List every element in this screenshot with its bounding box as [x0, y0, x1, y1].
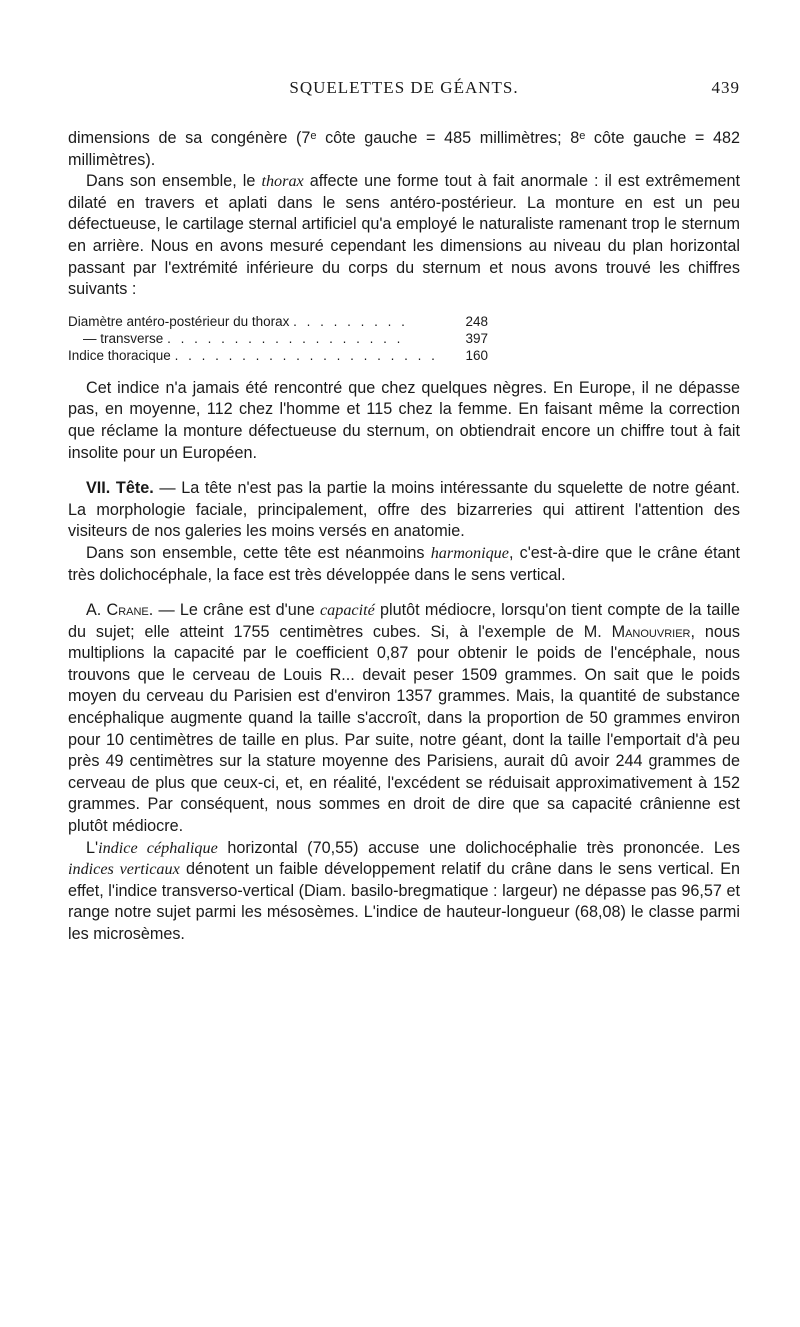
row-label: Indice thoracique [68, 347, 171, 363]
table-row: Diamètre antéro-postérieur du thorax . . . . . . . . . 248 [68, 313, 488, 329]
running-title: SQUELETTES DE GÉANTS. [289, 78, 519, 97]
running-header [68, 78, 740, 104]
paragraph-6: A. Crane. — Le crâne est d'une capacité plutôt médiocre, lorsqu'on tient compte de la taille du sujet; elle atteint 1755 centimètres cubes. Si, à l'exemple de M. Manouvrier, nous multiplions la capacité par le coefficient 0,87 pour obtenir le poids de l'encéphale, nous trouvons que le cerveau de Louis R... devait peser 1509 grammes. On sait que le poids moyen du cerveau du Parisien est d'environ 1357 grammes. Mais, la quantité de substance encéphalique augmente quand la taille s'accroît, dans la proportion de 50 grammes environ pour 10 centimètres de taille en plus. Par suite, notre géant, dont la taille l'emportait d'à peu près 49 centimètres sur la stature moyenne des Parisiens, aurait dû avoir 244 grammes de cerveau de plus que ceux-ci, et, en réalité, l'excédent se réduisait approximativement à 152 grammes. Par conséquent, nous sommes en droit de dire que sa capacité crânienne est plutôt médiocre. [68, 601, 740, 836]
paragraph-1: dimensions de sa congénère (7ᵉ côte gauche = 485 millimètres; 8ᵉ côte gauche = 482 millimètres). [68, 129, 740, 169]
row-value: 160 [465, 347, 488, 363]
paragraph-5: Dans son ensemble, cette tête est néanmoins harmonique, c'est-à-dire que le crâne étant très dolichocéphale, la face est très développée dans le sens vertical. [68, 543, 740, 584]
row-label: — transverse [83, 330, 164, 346]
page-number: 439 [711, 78, 740, 97]
row-label: Diamètre antéro-postérieur du thorax [68, 313, 290, 329]
table-row: Indice thoracique . . . . . . . . . . . . . . . . . . . . 160 [68, 347, 488, 363]
table-row: — transverse . . . . . . . . . . . . . . . . . . 397 [83, 330, 488, 346]
italic-term-indices-verticaux: indices verticaux [68, 860, 180, 879]
paragraph-2: Dans son ensemble, le thorax affecte une forme tout à fait anormale : il est extrêmement dilaté en travers et aplati dans le sens antéro-postérieur. La monture en est un peu défectueuse, le cartilage sternal artificiel qu'a employé le naturaliste ramenant trop le sternum en arrière. Nous en avons mesuré cependant les dimensions au niveau du plan horizontal passant par l'extrémité inférieure du corps du sternum et nous avons trouvé les chiffres suivants : [68, 172, 740, 299]
section-heading-tete: VII. Tête. [86, 479, 154, 498]
author-name: Manouvrier [611, 622, 691, 641]
row-value: 397 [465, 330, 488, 346]
italic-term-capacite: capacité [319, 601, 375, 620]
page-body [68, 128, 740, 946]
paragraph-3: Cet indice n'a jamais été rencontré que chez quelques nègres. En Europe, il ne dépasse pas, en moyenne, 112 chez l'homme et 115 chez la femme. En faisant même la correction que réclame la monture défectueuse du sternum, on obtiendrait encore un chiffre tout à fait insolite pour un Européen. [68, 378, 740, 462]
row-value: 248 [465, 313, 488, 329]
paragraph-4: VII. Tête. — La tête n'est pas la partie la moins intéressante du squelette de notre géant. La morphologie faciale, principalement, offre des bizarreries qui attirent l'attention des visiteurs de nos galeries les moins versés en anatomie. [68, 479, 740, 541]
thorax-measurements-table [68, 313, 740, 364]
paragraph-7: L'indice céphalique horizontal (70,55) accuse une dolichocéphalie très prononcée. Les indices verticaux dénotent un faible développement relatif du crâne dans le sens vertical. En effet, l'indice transverso-vertical (Diam. basilo-bregmatique : largeur) ne dépasse pas 96,57 et range notre sujet parmi les mésosèmes. L'indice de hauteur-longueur (68,08) le classe parmi les microsèmes. [68, 838, 740, 943]
italic-term-indice-cephalique: indice céphalique [98, 838, 218, 857]
italic-term-harmonique: harmonique [430, 543, 509, 562]
italic-term-thorax: thorax [261, 172, 304, 191]
subsection-heading-crane: A. Crane. [86, 601, 154, 620]
